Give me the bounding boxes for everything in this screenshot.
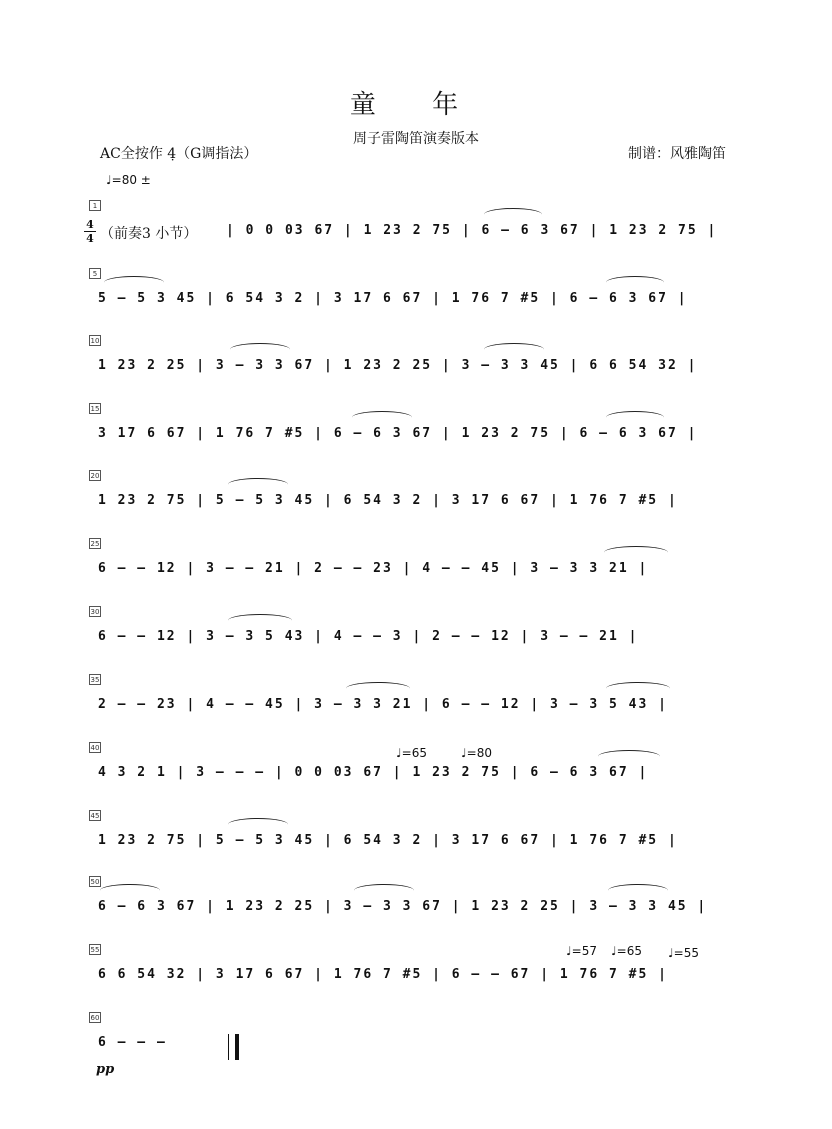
tempo-marking: ♩=65 [396, 746, 427, 760]
measure-number: 25 [90, 540, 100, 548]
intro-label: （前奏3 小节） [100, 226, 198, 242]
tempo-marking: ♩=80 ± [106, 173, 151, 187]
measure-number: 15 [90, 405, 100, 413]
notation-line: 6 – – – [98, 1035, 167, 1050]
measure-number: 60 [90, 1014, 100, 1022]
tempo-marking: ♩=65 [611, 944, 642, 958]
notation-line: 1 23 2 75 | 5 – 5 3 45 | 6 54 3 2 | 3 17 6 67 | 1 76 7 #5 | [98, 493, 678, 508]
slur [484, 343, 544, 356]
slur [346, 682, 410, 695]
slur [604, 546, 668, 559]
page-title: 童 年 [349, 90, 483, 120]
final-barline [228, 1034, 239, 1060]
slur [100, 884, 160, 897]
score-row [0, 200, 832, 266]
slur [228, 478, 288, 491]
tempo-marking: ♩=55 [668, 946, 699, 960]
tempo-marking: ♩=80 [461, 746, 492, 760]
notation-line: 3 17 6 67 | 1 76 7 #5 | 6 – 6 3 67 | 1 23 2 75 | 6 – 6 3 67 | [98, 426, 698, 441]
score-row [0, 944, 832, 1010]
score-row [0, 674, 832, 740]
notation-line: 2 – – 23 | 4 – – 45 | 3 – 3 3 21 | 6 – – 12 | 3 – 3 5 43 | [98, 697, 668, 712]
measure-number: 10 [90, 337, 100, 345]
slur [104, 276, 164, 289]
notation-line: | 0 0 03 67 | 1 23 2 75 | 6 – 6 3 67 | 1 23 2 75 | [226, 223, 718, 238]
fingering-note: AC全按作 4̣（G调指法） [100, 146, 258, 162]
slur [484, 208, 542, 221]
notation-line: 6 – 6 3 67 | 1 23 2 25 | 3 – 3 3 67 | 1 23 2 25 | 3 – 3 3 45 | [98, 899, 708, 914]
slur [608, 884, 668, 897]
score-row [0, 335, 832, 401]
slur [606, 411, 664, 424]
score-row [0, 876, 832, 942]
notation-line: 6 – – 12 | 3 – – 21 | 2 – – 23 | 4 – – 45 | 3 – 3 3 21 | [98, 561, 649, 576]
slur [228, 818, 288, 831]
tempo-marking: ♩=57 [566, 944, 597, 958]
measure-number: 40 [90, 744, 100, 752]
score-row [0, 268, 832, 334]
measure-number: 35 [90, 676, 100, 684]
score-row [0, 403, 832, 469]
measure-number: 30 [90, 608, 100, 616]
notation-line: 1 23 2 75 | 5 – 5 3 45 | 6 54 3 2 | 3 17 6 67 | 1 76 7 #5 | [98, 833, 678, 848]
time-signature-top: 4 [86, 218, 94, 231]
notation-line: 6 6 54 32 | 3 17 6 67 | 1 76 7 #5 | 6 – – 67 | 1 76 7 #5 | [98, 967, 668, 982]
notation-line: 5 – 5 3 45 | 6 54 3 2 | 3 17 6 67 | 1 76 7 #5 | 6 – 6 3 67 | [98, 291, 688, 306]
time-signature [84, 219, 96, 244]
dynamic-marking: pp [96, 1062, 115, 1077]
notation-line: 6 – – 12 | 3 – 3 5 43 | 4 – – 3 | 2 – – 12 | 3 – – 21 | [98, 629, 639, 644]
measure-number: 1 [89, 200, 101, 211]
slur [606, 276, 664, 289]
score-row [0, 470, 832, 536]
slur [230, 343, 290, 356]
slur [354, 884, 414, 897]
slur [228, 614, 292, 627]
slur [598, 750, 660, 763]
score-row [0, 1012, 832, 1078]
time-signature-bottom: 4 [86, 232, 94, 245]
score-row [0, 538, 832, 604]
score-row [0, 606, 832, 672]
score-row [0, 742, 832, 808]
score-row [0, 810, 832, 876]
arranger-credit: 制谱：风雅陶笛 [628, 146, 726, 162]
notation-line: 4 3 2 1 | 3 – – – | 0 0 03 67 | 1 23 2 75 | 6 – 6 3 67 | [98, 765, 649, 780]
subtitle: 周子雷陶笛演奏版本 [353, 131, 479, 147]
measure-number: 45 [90, 812, 100, 820]
notation-line: 1 23 2 25 | 3 – 3 3 67 | 1 23 2 25 | 3 – 3 3 45 | 6 6 54 32 | [98, 358, 698, 373]
measure-number: 5 [89, 268, 101, 279]
measure-number: 55 [90, 946, 100, 954]
measure-number: 20 [90, 472, 100, 480]
slur [606, 682, 670, 695]
slur [352, 411, 412, 424]
measure-number: 50 [90, 878, 100, 886]
